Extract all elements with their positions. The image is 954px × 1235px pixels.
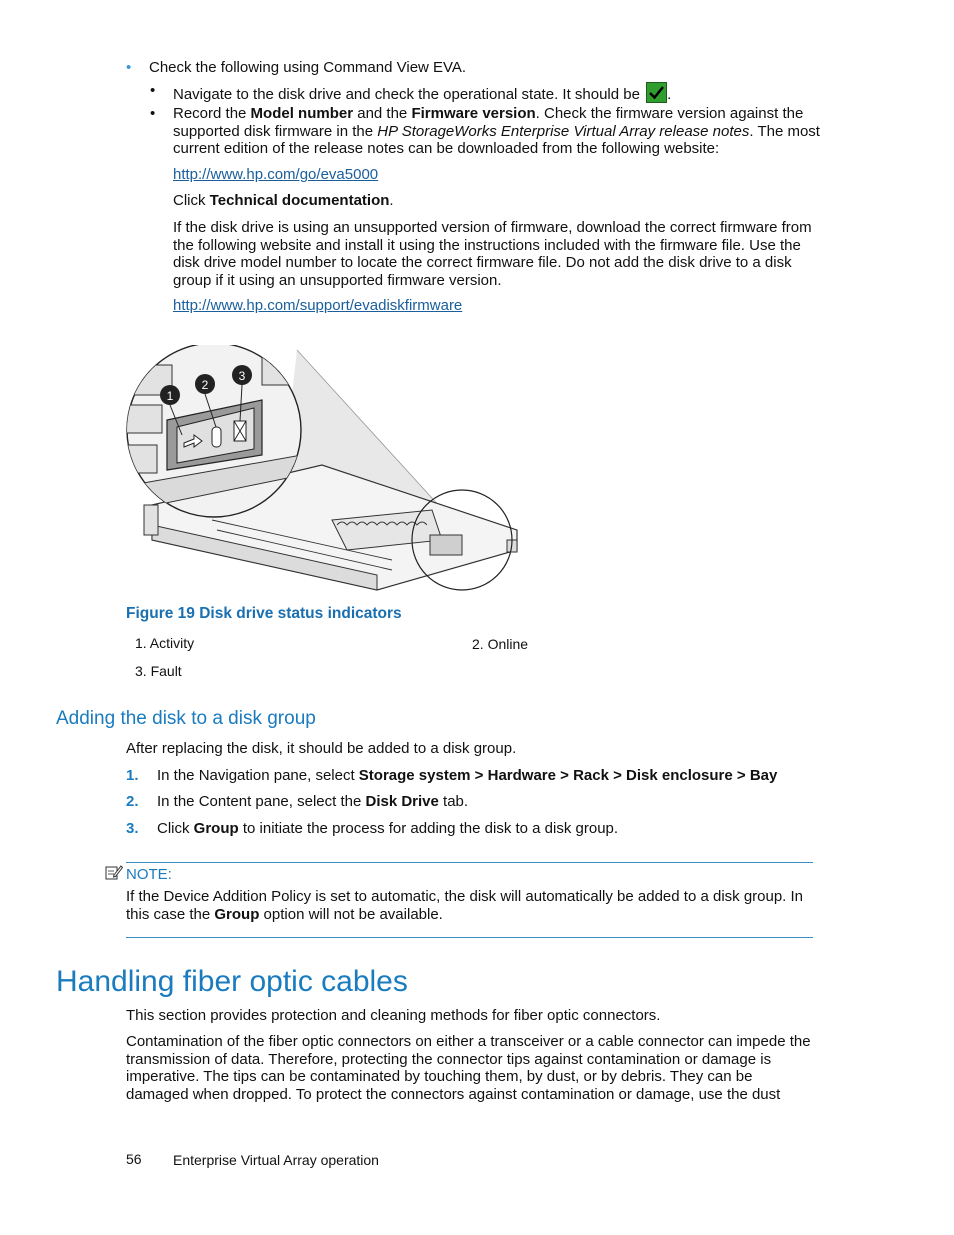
firmware-version-label: Firmware version bbox=[411, 105, 536, 122]
bullet-icon: • bbox=[126, 59, 132, 76]
sub-bullet-1: • bbox=[150, 82, 156, 99]
section-heading-adding: Adding the disk to a disk group bbox=[56, 708, 316, 729]
group-button-label: Group bbox=[193, 820, 239, 837]
note-top-rule bbox=[126, 862, 813, 863]
fiber-paragraph: Contamination of the fiber optic connectors on either a transceiver or a cable connector can impede the transmission of data. Therefore, protecting the connector tips against contamination or damage is imperative. The tips can be contaminated by touching them, by dust, or by debris. They can be damaged when dropped. To protect the connectors against contamination or damage, use the dust bbox=[126, 1033, 811, 1103]
footer-title: Enterprise Virtual Array operation bbox=[173, 1152, 379, 1168]
legend-activity: 1. Activity bbox=[135, 635, 195, 651]
note-group-label: Group bbox=[214, 905, 260, 923]
firmware-paragraph: If the disk drive is using an unsupported version of firmware, download the correct firmware from the following website and install it using the instructions included with the firmware file. Use the disk drive model number to locate the correct firmware file. Do not add the disk drive to a disk group if it using an unsupported firmware version. bbox=[173, 219, 812, 289]
note-text-pre: If the Device Addition Policy is set to automatic, the disk will automatically be added to a disk group. In this case the bbox=[126, 888, 804, 923]
sub-item-record-after: . Check the firmware version against the supported disk firmware in the bbox=[173, 105, 804, 140]
step-3 bbox=[126, 820, 618, 838]
step-number: 3. bbox=[126, 820, 139, 837]
click-end: . bbox=[389, 192, 394, 209]
click-pre: Click bbox=[173, 192, 210, 209]
legend-fault: 3. Fault bbox=[135, 663, 182, 679]
callout-1: 1 bbox=[166, 389, 174, 403]
note-pencil-icon bbox=[105, 864, 123, 885]
check-text: Check the following using Command View EVA. bbox=[149, 59, 467, 76]
note-bottom-rule bbox=[126, 937, 813, 938]
technical-documentation-label: Technical documentation bbox=[209, 192, 390, 209]
section-heading-fiber: Handling fiber optic cables bbox=[56, 965, 408, 998]
step-1 bbox=[126, 767, 777, 785]
step-number: 2. bbox=[126, 793, 139, 810]
sub-item-record-pre: Record the bbox=[173, 105, 251, 122]
sub-item-record bbox=[173, 105, 823, 158]
adding-intro: After replacing the disk, it should be added to a disk group. bbox=[126, 740, 517, 757]
evadiskfirmware-link[interactable]: http://www.hp.com/support/evadiskfirmware bbox=[173, 297, 463, 314]
navigation-path: Storage system > Hardware > Rack > Disk enclosure > Bay bbox=[358, 767, 778, 784]
step-text-post: to initiate the process for adding the disk to a disk group. bbox=[238, 820, 619, 837]
sub-bullet-2: • bbox=[150, 105, 156, 122]
step-text: In the Navigation pane, select bbox=[157, 767, 359, 784]
page-number: 56 bbox=[126, 1151, 142, 1167]
sub-item-navigate-end: . bbox=[667, 86, 672, 103]
step-text: Click bbox=[157, 820, 194, 837]
disk-drive-illustration bbox=[122, 345, 522, 595]
note-text-post: option will not be available. bbox=[259, 905, 443, 923]
step-2 bbox=[126, 793, 468, 811]
disk-drive-tab-label: Disk Drive bbox=[365, 793, 439, 810]
model-number-label: Model number bbox=[250, 105, 354, 122]
sub-item-record-mid: and the bbox=[353, 105, 412, 122]
note-text bbox=[126, 888, 811, 923]
figure-caption: Figure 19 Disk drive status indicators bbox=[126, 605, 402, 622]
fiber-intro: This section provides protection and cleaning methods for fiber optic connectors. bbox=[126, 1007, 661, 1024]
eva5000-link[interactable]: http://www.hp.com/go/eva5000 bbox=[173, 166, 379, 183]
step-text: In the Content pane, select the bbox=[157, 793, 366, 810]
sub-item-record-end: . The most current edition of the release notes can be downloaded from the following website: bbox=[173, 122, 820, 157]
note-title: NOTE: bbox=[126, 866, 172, 883]
sub-item-navigate-text: Navigate to the disk drive and check the operational state. It should be bbox=[173, 86, 640, 103]
click-instruction bbox=[173, 192, 394, 210]
check-icon bbox=[646, 82, 667, 103]
step-text-post: tab. bbox=[438, 793, 469, 810]
callout-3: 3 bbox=[238, 369, 246, 383]
bullet-item-check bbox=[126, 59, 131, 77]
legend-online: 2. Online bbox=[472, 636, 529, 652]
release-notes-title: HP StorageWorks Enterprise Virtual Array release notes bbox=[377, 122, 750, 140]
sub-item-navigate bbox=[173, 82, 671, 104]
callout-2: 2 bbox=[201, 378, 209, 392]
step-number: 1. bbox=[126, 767, 139, 784]
